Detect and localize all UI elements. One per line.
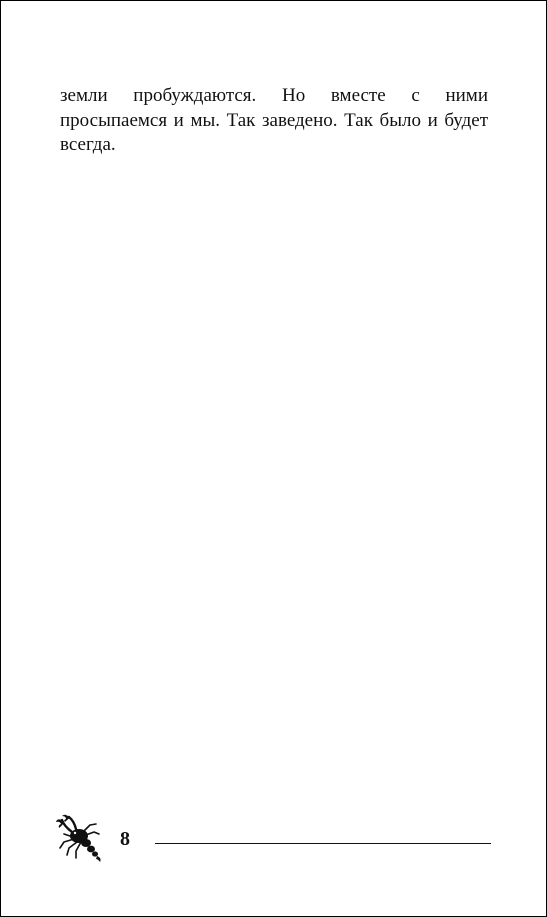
footer-rule	[155, 843, 491, 844]
page-number: 8	[120, 828, 130, 850]
body-text	[60, 84, 488, 158]
scorpion-ornament-icon	[52, 812, 104, 864]
paragraph-1: земли пробуждаются. Но вместе с ними просыпаемся и мы. Так заведено. Так было и будет всегда.	[60, 85, 488, 156]
page-footer	[52, 808, 492, 868]
